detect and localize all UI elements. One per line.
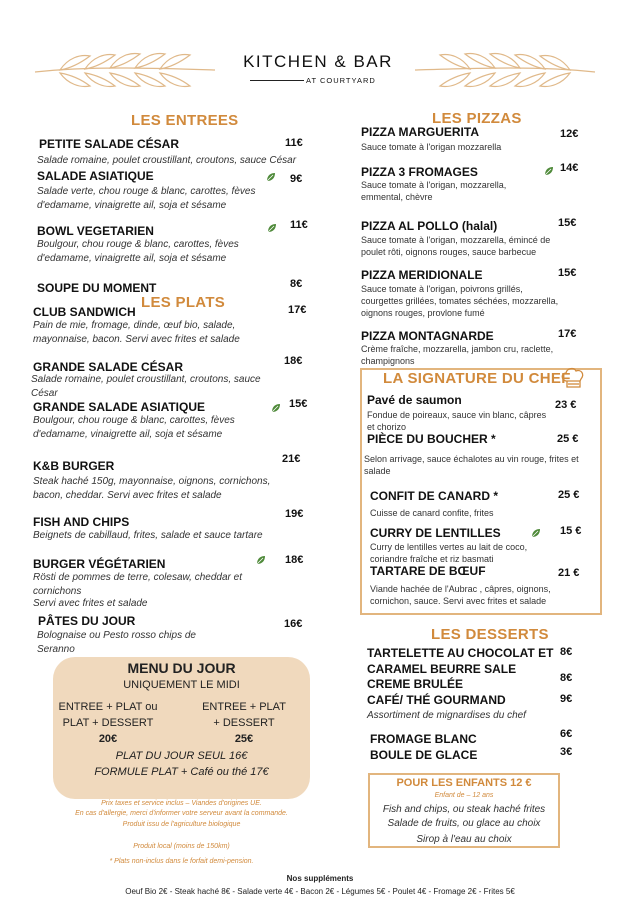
- menu-item-desc: Curry de lentilles vertes au lait de coco, coriandre fraîche et riz basmati: [370, 542, 528, 564]
- note-prices: Prix taxes et service inclus – Viandes d'origines UE.: [101, 800, 262, 807]
- note-organic: Produit issu de l'agriculture biologique: [122, 821, 241, 828]
- leaf-icon: [265, 171, 277, 183]
- menu-item-name: PÂTES DU JOUR: [38, 614, 136, 628]
- formula-right-line-2: + DESSERT: [213, 717, 275, 729]
- formula-right-price: 25€: [234, 733, 254, 745]
- menu-item-price: 15€: [558, 267, 577, 279]
- menu-item-price: 9€: [290, 173, 303, 185]
- menu-item-name: PIZZA MARGUERITA: [361, 125, 479, 139]
- menu-item-name: PIZZA AL POLLO (halal): [361, 219, 498, 233]
- wheat-branch-right-icon: [410, 48, 600, 90]
- menu-item-price: 19€: [285, 508, 304, 520]
- menu-item-price: 8€: [560, 646, 573, 658]
- menu-item-name: SOUPE DU MOMENT: [37, 281, 157, 295]
- leaf-icon: [530, 527, 542, 539]
- note-local: Produit local (moins de 150km): [133, 843, 230, 850]
- menu-item-desc: Sauce tomate à l'origan, mozzarella, emmental, chèvre: [361, 180, 507, 202]
- brand-title: KITCHEN & BAR: [243, 52, 393, 71]
- menu-item-name: K&B BURGER: [33, 459, 115, 473]
- menu-item-price: 15 €: [560, 525, 582, 537]
- menu-item-price: 15€: [289, 398, 308, 410]
- menu-item-price: 25 €: [557, 433, 579, 445]
- menu-item-price: 16€: [284, 618, 303, 630]
- menu-item-name: CAFÉ/ THÉ GOURMAND: [367, 693, 506, 707]
- menu-item-name: BURGER VÉGÉTARIEN: [33, 557, 166, 571]
- menu-item-desc: Sauce tomate à l'origan, mozzarella, émincé de poulet rôti, oignons rouges, sauce barbecue: [361, 235, 551, 257]
- menu-item-price: 23 €: [555, 399, 577, 411]
- menu-item-desc: Servi avec frites et salade: [33, 598, 148, 609]
- menu-item-desc: Beignets de cabillaud, frites, salade et sauce tartare: [33, 530, 263, 541]
- menu-item-desc: Rösti de pommes de terre, colesaw, cheddar et cornichons: [33, 572, 242, 597]
- menu-item-price: 8€: [560, 672, 573, 684]
- menu-du-jour-subtitle: UNIQUEMENT LE MIDI: [123, 679, 240, 691]
- menu-item-desc: Assortiment de mignardises du chef: [367, 710, 526, 721]
- menu-item-name: FISH AND CHIPS: [33, 515, 130, 529]
- desserts-title: LES DESSERTS: [431, 626, 549, 643]
- menu-item-name: PIÈCE DU BOUCHER *: [367, 432, 496, 446]
- menu-item-price: 11€: [290, 219, 308, 231]
- entrees-title: LES ENTREES: [131, 112, 239, 129]
- menu-item-price: 21€: [282, 453, 301, 465]
- leaf-icon: [270, 402, 282, 414]
- menu-item-name: GRANDE SALADE CÉSAR: [33, 360, 184, 374]
- menu-item-price: 21 €: [558, 567, 580, 579]
- menu-item-price: 11€: [285, 137, 303, 149]
- leaf-icon: [266, 222, 278, 234]
- menu-item-price: 14€: [560, 162, 579, 174]
- formula-left-price: 20€: [98, 733, 118, 745]
- menu-item-desc: Bolognaise ou Pesto rosso chips de Seranno: [37, 630, 196, 655]
- enfants-line-1: Fish and chips, ou steak haché frites: [382, 804, 546, 815]
- plat-du-jour-line: PLAT DU JOUR SEUL 16€: [115, 750, 248, 762]
- chef-hat-icon: [560, 366, 586, 390]
- leaf-icon: [543, 165, 555, 177]
- menu-item-desc: Boulgour, chou rouge & blanc, carottes, fèves d'edamame, vinaigrette ail, soja et sésame: [37, 239, 239, 264]
- menu-item-desc: Salade romaine, poulet croustillant, croutons, sauce César: [31, 374, 261, 399]
- menu-item-name: CLUB SANDWICH: [33, 305, 136, 319]
- formule-plat-line: FORMULE PLAT + Café ou thé 17€: [94, 766, 269, 778]
- menu-item-desc: Pain de mie, fromage, dinde, œuf bio, salade, mayonnaise, bacon. Servi avec frites et salade: [33, 320, 240, 345]
- menu-item-desc: Boulgour, chou rouge & blanc, carottes, fèves d'edamame, vinaigrette ail, soja et sésame: [33, 415, 235, 440]
- enfants-line-3: Sirop à l'eau au choix: [416, 834, 512, 845]
- enfants-line-2: Salade de fruits, ou glace au choix: [387, 818, 541, 829]
- menu-item-name: PIZZA 3 FROMAGES: [361, 165, 478, 179]
- menu-item-name: GRANDE SALADE ASIATIQUE: [33, 400, 206, 414]
- menu-item-name: BOWL VEGETARIEN: [37, 224, 154, 238]
- pizzas-title: LES PIZZAS: [432, 110, 522, 127]
- menu-item-price: 15€: [558, 217, 577, 229]
- note-allergy: En cas d'allergie, merci d'informer votre serveur avant la commande.: [75, 810, 288, 817]
- formula-left-line-2: PLAT + DESSERT: [62, 717, 154, 729]
- menu-item-desc: Steak haché 150g, mayonnaise, oignons, cornichons, bacon, cheddar. Servi avec frites et salade: [33, 476, 271, 501]
- formula-left-line-1: ENTREE + PLAT ou: [58, 701, 158, 713]
- menu-item-name: PETITE SALADE CÉSAR: [39, 137, 180, 151]
- menu-item-price: 6€: [560, 728, 573, 740]
- menu-item-desc: Fondue de poireaux, sauce vin blanc, câpres et chorizo: [367, 410, 547, 432]
- enfants-age: Enfant de – 12 ans: [434, 792, 494, 799]
- menu-item-price: 18€: [284, 355, 303, 367]
- menu-item-name: TARTARE DE BŒUF: [370, 564, 486, 578]
- menu-item-desc: Sauce tomate à l'origan, poivrons grillés, courgettes grillées, tomates séchées, mozzarella, oignons rouges, provlone fumé: [361, 284, 559, 318]
- menu-item-price: 18€: [285, 554, 304, 566]
- enfants-title: POUR LES ENFANTS 12 €: [396, 777, 532, 789]
- menu-item-name: PIZZA MERIDIONALE: [361, 268, 483, 282]
- menu-item-name: TARTELETTE AU CHOCOLAT ET: [367, 646, 554, 660]
- menu-item-desc: Crème fraîche, mozzarella, jambon cru, raclette, champignons: [361, 344, 554, 366]
- menu-item-name: BOULE DE GLACE: [370, 748, 478, 762]
- menu-item-name: FROMAGE BLANC: [370, 732, 477, 746]
- supplements-title: Nos suppléments: [286, 874, 354, 883]
- menu-item-price: 17€: [288, 304, 307, 316]
- menu-item-name: CONFIT DE CANARD *: [370, 489, 498, 503]
- menu-item-desc: Salade verte, chou rouge & blanc, carottes, fèves d'edamame, vinaigrette ail, soja et sésame: [37, 186, 256, 211]
- menu-item-name: CREME BRULÉE: [367, 677, 464, 691]
- menu-item-desc: Sauce tomate à l'origan mozzarella: [361, 142, 502, 152]
- plats-title: LES PLATS: [141, 294, 226, 311]
- menu-item-price: 25 €: [558, 489, 580, 501]
- leaf-icon: [255, 554, 267, 566]
- formula-right-line-1: ENTREE + PLAT: [202, 701, 286, 713]
- menu-item-name: Pavé de saumon: [367, 393, 462, 407]
- menu-item-desc: Salade romaine, poulet croustillant, croutons, sauce César: [37, 155, 297, 166]
- menu-item-price: 17€: [558, 328, 577, 340]
- menu-item-price: 12€: [560, 128, 579, 140]
- menu-item-name: CARAMEL BEURRE SALE: [367, 662, 517, 676]
- menu-item-name: SALADE ASIATIQUE: [37, 169, 154, 183]
- menu-du-jour-title: MENU DU JOUR: [127, 660, 236, 676]
- brand-divider: [250, 80, 304, 81]
- menu-item-desc: Selon arrivage, sauce échalotes au vin rouge, frites et salade: [364, 454, 579, 476]
- brand-subtitle: AT COURTYARD: [306, 76, 376, 85]
- menu-item-price: 3€: [560, 746, 573, 758]
- menu-item-price: 9€: [560, 693, 573, 705]
- menu-item-price: 8€: [290, 278, 303, 290]
- note-half-board: * Plats non-inclus dans le forfait demi-pension.: [109, 858, 254, 865]
- supplements-line: Oeuf Bio 2€ - Steak haché 8€ - Salade verte 4€ - Bacon 2€ - Légumes 5€ - Poulet 4€ - Fromage 2€ - Frites 5€: [125, 887, 515, 896]
- menu-item-desc: Cuisse de canard confite, frites: [370, 508, 494, 518]
- menu-item-name: CURRY DE LENTILLES: [370, 526, 501, 540]
- signature-title: LA SIGNATURE DU CHEF: [383, 370, 571, 387]
- menu-item-desc: Viande hachée de l'Aubrac , câpres, oignons, cornichon, sauce. Servi avec frites et salade: [370, 584, 551, 606]
- menu-item-name: PIZZA MONTAGNARDE: [361, 329, 494, 343]
- wheat-branch-left-icon: [30, 48, 220, 90]
